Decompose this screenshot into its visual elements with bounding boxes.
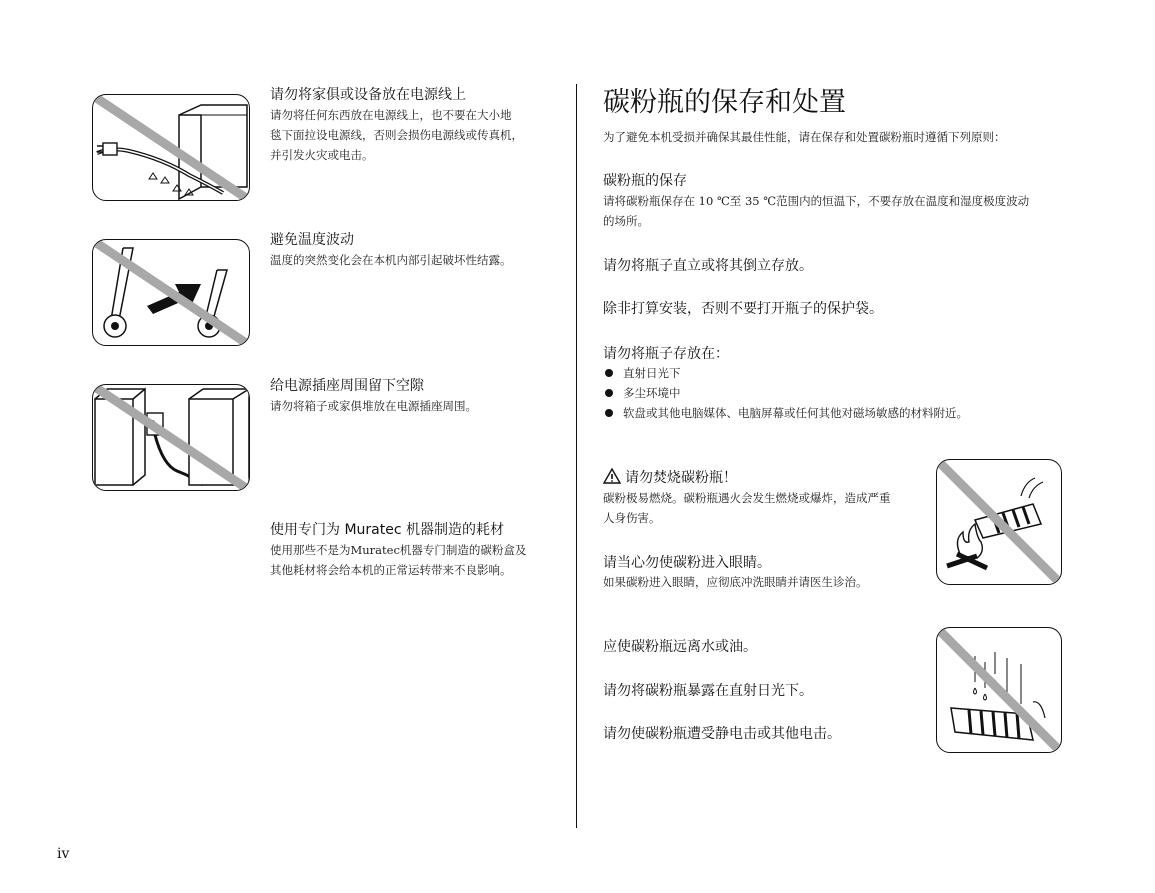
- avoid-heading: 请勿将瓶子存放在：: [603, 346, 729, 362]
- no-temperature-fluctuation-icon: [92, 239, 250, 346]
- list-item: 软盘或其他电脑媒体、电脑屏幕或任何其他对磁场敏感的材料附近。: [603, 403, 968, 423]
- section-heading-temperature: 避免温度波动: [270, 232, 354, 248]
- avoid-list: [603, 363, 968, 423]
- section-body-temperature: 温度的突然变化会在本机内部引起破坏性结露。: [270, 253, 512, 267]
- page-title: 碳粉瓶的保存和处置: [603, 87, 846, 118]
- eyes-body: 如果碳粉进入眼睛，应彻底冲洗眼睛并请医生诊治。: [603, 575, 868, 589]
- rule-upright: 请勿将瓶子直立或将其倒立存放。: [603, 258, 813, 274]
- no-water-oil-icon: [936, 627, 1062, 753]
- list-item: 多尘环境中: [603, 383, 968, 403]
- fire-body: 碳粉极易燃烧。碳粉瓶遇火会发生燃烧或爆炸，造成严重 人身伤害。: [603, 491, 891, 525]
- warning-triangle-icon: [603, 468, 621, 484]
- rule-sunlight: 请勿将碳粉瓶暴露在直射日光下。: [603, 683, 813, 699]
- section-heading-cord: 请勿将家俱或设备放在电源线上: [270, 87, 466, 103]
- no-burning-icon: [936, 459, 1062, 585]
- bullet-icon: [605, 389, 613, 397]
- storage-heading: 碳粉瓶的保存: [603, 173, 687, 189]
- bullet-icon: [605, 409, 613, 417]
- storage-body: 请将碳粉瓶保存在 10 ℃至 35 ℃范围内的恒温下，不要存放在温度和湿度极度波动 的场所。: [603, 194, 1030, 228]
- section-heading-outlet: 给电源插座周围留下空隙: [270, 378, 424, 394]
- fire-heading: 请勿焚烧碳粉瓶！: [603, 467, 737, 487]
- rule-water-oil: 应使碳粉瓶远离水或油。: [603, 639, 757, 655]
- section-body-cord: 请勿将任何东西放在电源线上，也不要在大小地 毯下面拉设电源线，否则会损伤电源线或传真机， 并引发火灾或电击。: [270, 108, 523, 162]
- bullet-icon: [605, 369, 613, 377]
- intro-text: 为了避免本机受损并确保其最佳性能，请在保存和处置碳粉瓶时遵循下列原则：: [603, 130, 1006, 144]
- list-item: 直射日光下: [603, 363, 968, 383]
- rule-protective-bag: 除非打算安装，否则不要打开瓶子的保护袋。: [603, 301, 883, 317]
- column-divider: [576, 84, 577, 828]
- section-body-supplies: 使用那些不是为Muratec机器专门制造的碳粉盒及 其他耗材将会给本机的正常运转带来不良影响。: [270, 543, 527, 577]
- eyes-heading: 请当心勿使碳粉进入眼睛。: [603, 555, 771, 571]
- no-obstruction-outlet-icon: [92, 384, 250, 491]
- rule-static: 请勿使碳粉瓶遭受静电击或其他电击。: [603, 726, 841, 742]
- page-number: iv: [57, 846, 70, 862]
- no-furniture-on-cord-icon: [92, 94, 250, 201]
- section-heading-supplies: 使用专门为 Muratec 机器制造的耗材: [270, 522, 504, 538]
- section-body-outlet: 请勿将箱子或家俱堆放在电源插座周围。: [270, 399, 477, 413]
